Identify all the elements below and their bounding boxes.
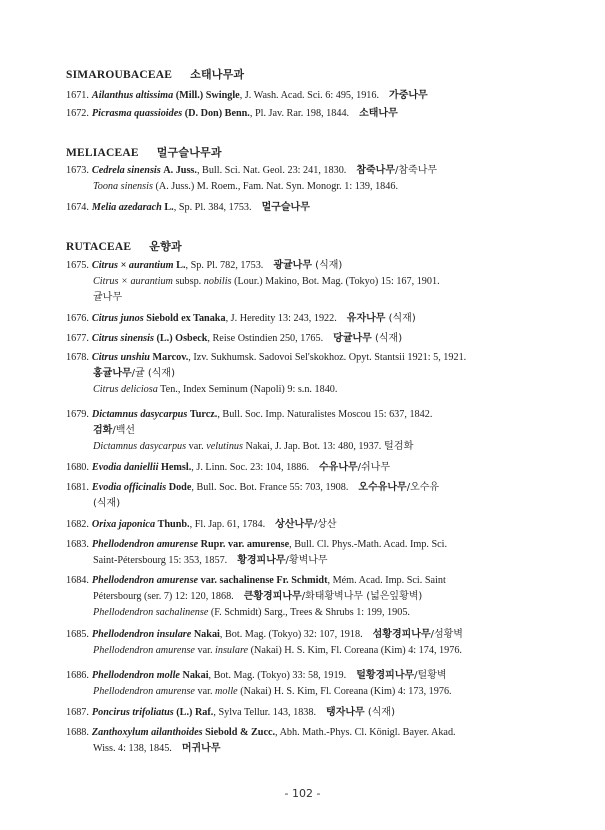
author-name: Nakai [182,670,209,681]
korean-name: 검화 [93,425,113,436]
korean-name: 머귀나무 [181,743,221,754]
entry-line [66,352,466,363]
citation: , Sp. Pl. 782, 1753. [185,260,264,271]
synonym-text: Ten., Index Seminum (Napoli) 9: s.n. 1840. [157,384,338,395]
synonym-name: Dictamnus dasycarpus [93,441,187,452]
entry-number: 1687. [66,707,89,718]
entry-number: 1676. [66,313,89,324]
synonym-name: Phellodendron sachalinense [93,607,209,618]
korean-alt-name: /섬황벽 [430,629,463,640]
synonym-line [66,496,526,512]
citation: , Sp. Pl. 384, 1753. [173,202,252,213]
citation: , Bot. Mag. (Tokyo) 32: 107, 1918. [219,629,363,640]
species-entry [66,331,526,347]
citation: , J. Wash. Acad. Sci. 6: 495, 1916. [239,90,380,101]
entry-line-continued [66,423,526,439]
entry-line [66,260,342,271]
species-name: Zanthoxylum ailanthoides [91,727,203,738]
species-name: Phellodendron amurense [91,575,199,586]
synonym-korean: (식재) [93,498,121,509]
author-name: Thunb. [157,519,190,530]
citation: , Izv. Sukhumsk. Sadovoi Sel'skokhoz. Opyt. Stantsii 1921: 5, 1921. [188,352,467,363]
species-entry [66,517,526,533]
korean-name: 멀구슬나무 [261,202,310,213]
synonym-text: var. [194,645,216,656]
author-name: Nakai [193,629,220,640]
synonym-text: (A. Juss.) M. Roem., Fam. Nat. Syn. Monogr. 1: 139, 1846. [152,181,398,192]
entry-number: 1685. [66,629,89,640]
author-name: Dode [168,482,192,493]
entry-number: 1686. [66,670,89,681]
author-name: Marcov. [152,352,189,363]
entry-line [66,165,437,176]
synonym-line [66,274,526,290]
citation: , Reise Ostindien 250, 1765. [207,333,324,344]
synonym-text: Nakai, J. Jap. Bot. 13: 480, 1937. 털검화 [242,441,414,452]
entry-number: 1675. [66,260,89,271]
korean-name: 가중나무 [389,90,428,101]
species-entry [66,725,526,757]
synonym-korean: 귤나무 [93,292,122,303]
entry-line [66,629,463,640]
page-number: - 102 - [284,787,321,800]
entry-number: 1679. [66,409,89,420]
author-name: (D. Don) Benn. [184,108,250,119]
korean-alt-name: (식재) [364,707,395,718]
korean-name: 황경피나무 [237,555,286,566]
citation: , Abh. Math.-Phys. Cl. Königl. Bayer. Akad. [275,727,456,738]
species-name: Phellodendron amurense [91,539,199,550]
author-name: Siebold & Zucc. [205,727,276,738]
entry-line-continued [66,741,526,757]
species-name: Ailanthus altissima [91,90,174,101]
author-name: (Mill.) Swingle [175,90,240,101]
citation-continued: Saint-Pétersbourg 15: 353, 1857. [93,555,228,566]
synonym-line [66,605,526,621]
citation: , Bull. Soc. Imp. Naturalistes Moscou 15: 637, 1842. [217,409,433,420]
citation: , Mém. Acad. Imp. Sci. Saint [327,575,446,586]
korean-alt-name: /상산 [313,519,337,530]
synonym-text: (Lour.) Makino, Bot. Mag. (Tokyo) 15: 167, 1901. [231,276,440,287]
author-name: Siebold ex Tanaka [146,313,226,324]
synonym-line [66,439,526,455]
synonym-name: Toona sinensis [93,181,153,192]
korean-alt-name: (식재) [311,260,343,271]
korean-alt-name: /화태황벽나무 (넓은잎황벽) [301,591,423,602]
entry-number: 1683. [66,539,89,550]
entry-line [66,575,446,586]
species-name: Citrus junos [91,313,144,324]
entry-line [66,313,416,324]
species-entry [66,311,526,327]
korean-name: 당귤나무 [333,333,372,344]
citation: , Bull. Sci. Nat. Geol. 23: 241, 1830. [196,165,347,176]
entry-number: 1674. [66,202,89,213]
entry-line [66,482,439,493]
citation: , Bull. Soc. Bot. France 55: 703, 1908. [191,482,349,493]
synonym-epithet: nobilis [203,276,232,287]
entry-line [66,409,432,420]
species-entry [66,350,526,398]
synonym-text: (F. Schmidt) Sarg., Trees & Shrubs 1: 199, 1905. [208,607,410,618]
species-entry [66,537,526,569]
author-name: var. sachalinense Fr. Schmidt [200,575,328,586]
species-name: Cedrela sinensis [91,165,161,176]
entry-number: 1684. [66,575,89,586]
citation: , J. Heredity 13: 243, 1922. [225,313,337,324]
korean-name: 홍귤나무 [93,368,132,379]
korean-alt-name: /털황벽 [414,670,447,681]
korean-name: 털황경피나무 [356,670,415,681]
korean-name: 섬황경피나무 [372,629,431,640]
author-name: Turcz. [189,409,218,420]
korean-name: 탱자나무 [326,707,365,718]
korean-name: 광귤나무 [273,260,312,271]
synonym-text: (Nakai) H. S. Kim, Fl. Coreana (Kim) 4: 174, 1976. [248,645,462,656]
synonym-line [66,684,526,700]
korean-name: 큰황경피나무 [243,591,302,602]
species-name: Melia azedarach [91,202,162,213]
species-name: Evodia daniellii [91,462,159,473]
korean-alt-name: /백선 [112,425,136,436]
entry-number: 1671. [66,90,89,101]
species-entry [66,705,526,721]
species-entry [66,163,526,195]
synonym-text: (Nakai) H. S. Kim, Fl. Coreana (Kim) 4: 173, 1976. [237,686,452,697]
species-entry [66,106,526,122]
species-name: Orixa japonica [91,519,156,530]
entry-line [66,670,447,681]
author-name: Rupr. var. amurense [200,539,290,550]
author-name: A. Juss. [163,165,197,176]
synonym-line [66,290,526,306]
species-entry [66,258,526,306]
species-entry [66,200,526,216]
synonym-text: var. [186,441,207,452]
korean-alt-name: /황벽나무 [285,555,328,566]
synonym-epithet: insulare [215,645,249,656]
synonym-line [66,643,526,659]
citation-continued: Pétersbourg (ser. 7) 12: 120, 1868. [93,591,234,602]
synonym-name: Phellodendron amurense [93,686,195,697]
korean-name: 소태나무 [359,108,398,119]
family-heading-simaroubaceae: SIMAROUBACEAE 소태나무과 [66,68,245,81]
korean-alt-name: /귤 (식재) [131,368,175,379]
korean-name: 유자나무 [346,313,386,324]
synonym-epithet: velutinus [206,441,243,452]
citation: , J. Linn. Soc. 23: 104, 1886. [191,462,309,473]
species-name: Phellodendron insulare [91,629,192,640]
korean-name: 참죽나무 [356,165,395,176]
synonym-epithet: molle [215,686,238,697]
korean-name: 수유나무 [319,462,358,473]
entry-line-continued [66,366,526,382]
citation-continued: Wiss. 4: 138, 1845. [93,743,172,754]
synonym-text: subsp. [172,276,204,287]
entry-line [66,202,310,213]
family-heading-rutaceae: RUTACEAE 운향과 [66,240,182,253]
entry-number: 1678. [66,352,89,363]
korean-alt-name: (식재) [371,333,403,344]
synonym-name: Citrus × aurantium [93,276,173,287]
author-name: Hemsl. [160,462,192,473]
entry-number: 1681. [66,482,89,493]
korean-name: 상산나무 [275,519,314,530]
species-entry [66,627,526,659]
species-name: Dictamnus dasycarpus [91,409,188,420]
entry-number: 1673. [66,165,89,176]
author-name: L. [176,260,186,271]
synonym-line [66,179,526,195]
entry-line [66,727,456,738]
entry-number: 1680. [66,462,89,473]
synonym-name: Citrus deliciosa [93,384,158,395]
entry-number: 1682. [66,519,89,530]
entry-line [66,539,447,550]
family-heading-meliaceae: MELIACEAE 멀구슬나무과 [66,146,222,159]
species-entry [66,88,526,104]
entry-line [66,90,428,101]
entry-line [66,462,390,473]
synonym-text: var. [194,686,216,697]
author-name: (L.) Raf. [176,707,214,718]
species-entry [66,407,526,455]
entry-line [66,108,398,119]
species-name: Phellodendron molle [91,670,180,681]
citation: , Pl. Jav. Rar. 198, 1844. [249,108,350,119]
species-entry [66,460,526,476]
species-entry [66,573,526,621]
author-name: L. [164,202,174,213]
entry-number: 1688. [66,727,89,738]
synonym-name: Phellodendron amurense [93,645,195,656]
korean-alt-name: /참죽나무 [395,165,438,176]
citation: , Bot. Mag. (Tokyo) 33: 58, 1919. [208,670,347,681]
species-name: Evodia officinalis [91,482,167,493]
species-name: Picrasma quassioides [91,108,183,119]
entry-line-continued [66,589,526,605]
entry-line [66,333,402,344]
entry-number: 1677. [66,333,89,344]
citation: , Sylva Tellur. 143, 1838. [213,707,317,718]
entry-line-continued [66,553,526,569]
species-entry [66,480,526,512]
synonym-line [66,382,526,398]
korean-name: 오수유나무 [358,482,407,493]
korean-alt-name: /쉬나무 [357,462,390,473]
korean-alt-name: (식재) [385,313,416,324]
species-name: Citrus unshiu [91,352,150,363]
species-name: Citrus × aurantium [91,260,174,271]
entry-line [66,707,395,718]
citation: , Fl. Jap. 61, 1784. [189,519,266,530]
species-entry [66,668,526,700]
species-name: Poncirus trifoliatus [91,707,174,718]
entry-number: 1672. [66,108,89,119]
species-name: Citrus sinensis [91,333,154,344]
citation: , Bull. Cl. Phys.-Math. Acad. Imp. Sci. [289,539,448,550]
entry-line [66,519,337,530]
korean-alt-name: /오수유 [406,482,440,493]
author-name: (L.) Osbeck [156,333,208,344]
